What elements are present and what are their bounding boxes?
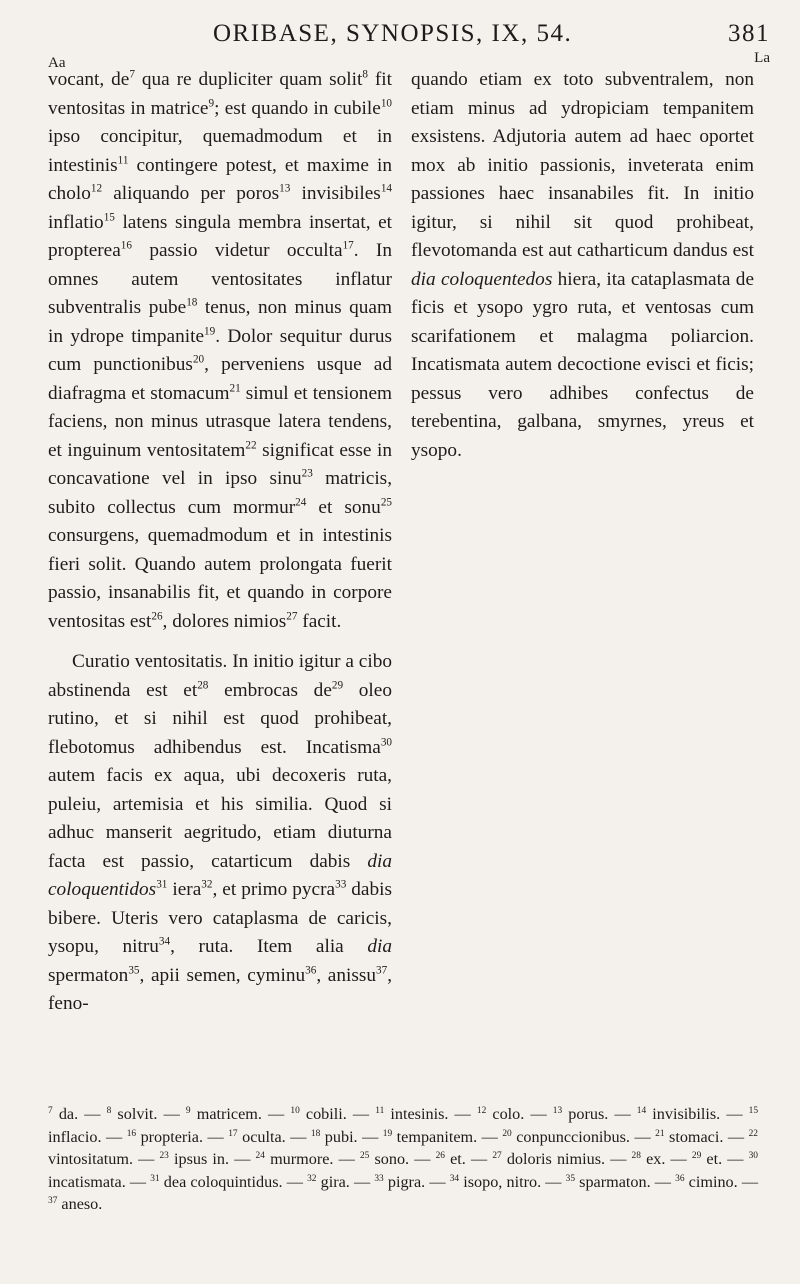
text-run: ex. — [640, 1150, 692, 1168]
text-run: colo. — [486, 1105, 553, 1123]
footnote-reference: 14 [636, 1105, 647, 1116]
text-run: . Dolor sequitur durus cum punctionibus [48, 325, 392, 375]
text-run: embrocas de [208, 679, 332, 701]
text-run: incatismata. — [48, 1172, 151, 1191]
footnote-reference: 23 [301, 467, 313, 480]
footnote-reference: 26 [435, 1150, 445, 1161]
text-run: , anissu [316, 964, 376, 986]
margin-marker-left: Aa [48, 55, 66, 71]
text-run: spermaton [48, 964, 129, 986]
text-run: passio videtur occulta [131, 240, 343, 261]
footnote-reference: 21 [655, 1128, 665, 1139]
footnote-reference: 15 [748, 1105, 759, 1116]
footnote-reference: 25 [380, 496, 392, 509]
footnote-reference: 16 [126, 1128, 137, 1139]
text-run: conpunccionibus. — [511, 1127, 656, 1146]
footnote-reference: 29 [691, 1150, 702, 1161]
text-run: , dolores nimios [162, 610, 287, 632]
margin-marker-right: La [754, 50, 770, 66]
text-run: sono. — [369, 1150, 436, 1168]
footnote-reference: 28 [631, 1150, 641, 1161]
text-run: matricem. — [190, 1105, 291, 1123]
footnote-reference: 17 [228, 1128, 238, 1139]
running-title: ORIBASE, SYNOPSIS, IX, 54. [213, 20, 573, 47]
footnote-reference: 11 [117, 154, 129, 167]
text-run: invisibiles [290, 183, 381, 204]
text-run: ipso concipitur, quemadmodum et in intestinis [48, 126, 392, 176]
text-run: qua re dupliciter quam solit [134, 69, 363, 90]
text-run: oleo rutino, et si nihil est quod prohibeat, flebotomus adhibendus est. Incatisma [48, 679, 392, 758]
text-run: aneso. [57, 1195, 103, 1213]
footnote-reference: 26 [151, 610, 163, 623]
footnote-reference: 24 [255, 1150, 265, 1161]
text-run: significat esse in concavatione vel in ipso sinu [48, 439, 392, 489]
text-run: autem facis ex aqua, ubi decoxeris ruta, puleiu, artemisia et his similia. Quod si adhuc manserit aegritudo, etiam diuturna facta est passio, catarticum dabis [48, 765, 392, 872]
footnote-reference: 29 [331, 679, 344, 692]
text-run: cimino. — [684, 1172, 759, 1191]
text-run: gira. — [316, 1172, 375, 1191]
text-run: vocant, de [48, 69, 130, 90]
text-run: , perveniens usque ad diafragma et stomacum [48, 354, 392, 404]
page-number: 381 [728, 20, 770, 47]
text-run: . In omnes autem ventositates inflatur subventralis pube [48, 240, 392, 318]
footnote-reference: 32 [307, 1173, 317, 1184]
text-run: latens singula membra insertat, et propterea [48, 211, 392, 261]
footnote-reference: 25 [359, 1150, 370, 1161]
footnote-reference: 11 [375, 1105, 385, 1116]
footnote-reference: 7 [129, 68, 135, 81]
text-run: dabis bibere. Uteris vero cataplasma de caricis, ysopu, nitru [48, 879, 392, 957]
left-text-column [48, 66, 392, 1019]
footnote-reference: 35 [128, 964, 140, 977]
footnote-reference: 9 [185, 1105, 191, 1116]
footnote-reference: 20 [502, 1128, 512, 1139]
footnote-reference: 13 [552, 1105, 563, 1116]
text-run: fit ventositas in matrice [48, 69, 392, 119]
footnote-reference: 37 [376, 964, 388, 977]
text-run: inflatio [48, 211, 104, 233]
text-run: ; est quando in cubile [214, 97, 381, 119]
footnote-reference: 32 [201, 878, 213, 891]
text-run: vintositatum. — [48, 1150, 160, 1168]
text-run: intesinis. — [384, 1105, 477, 1123]
right-text-column [411, 66, 754, 465]
text-run: quando etiam ex toto subventralem, non etiam minus ad ydropiciam tempanitem exsistens. Adjutoria autem ad haec oportet mox ab initio passionis, inveterata enim passiones haec insanabiles fit. In initio igitur, si nihil sit quod prohibeat, flevotomanda est aut catharticum dandus est [411, 69, 754, 261]
footnotes [48, 1103, 758, 1216]
footnote-reference: 12 [476, 1105, 487, 1116]
text-run: solvit. — [111, 1105, 186, 1123]
footnote-reference: 13 [279, 182, 291, 195]
footnote-reference: 21 [229, 382, 241, 395]
text-run: matricis, subito collectus cum mormur [48, 468, 393, 518]
footnote-reference: 12 [90, 182, 103, 195]
footnote-reference: 27 [492, 1150, 502, 1161]
footnote-reference: 7 [48, 1105, 53, 1116]
text-run: tempanitem. — [392, 1127, 503, 1146]
text-run: , ruta. Item alia [170, 936, 368, 957]
text-run: , feno- [48, 964, 393, 1014]
text-run: murmore. — [264, 1150, 360, 1168]
footnote-reference: 28 [197, 679, 209, 692]
text-run: cobili. — [299, 1105, 376, 1123]
paragraph [48, 648, 392, 1019]
text-run: et. — [444, 1150, 493, 1168]
footnote-reference: 33 [335, 878, 347, 891]
text-run: isopo, nitro. — [459, 1172, 566, 1191]
text-run: facit. [297, 610, 342, 632]
text-run: tenus, non minus quam in ydrope timpanite [48, 297, 392, 347]
text-run: oculta. — [237, 1127, 311, 1146]
text-run: Curatio ventositatis. In initio igitur a cibo abstinenda est et [48, 651, 392, 701]
text-run: inflacio. — [48, 1127, 127, 1146]
footnote-reference: 34 [158, 935, 171, 948]
footnote-reference: 31 [156, 878, 168, 891]
italic-term: dia coloquentidos [48, 850, 392, 900]
text-run: iera [167, 879, 202, 900]
footnote-reference: 34 [449, 1173, 460, 1184]
text-run: invisibilis. — [646, 1105, 749, 1123]
footnote-reference: 30 [380, 736, 392, 749]
footnote-reference: 22 [748, 1128, 758, 1139]
text-run: hiera, ita cataplasmata de ficis et ysopo ygro ruta, et ventosas cum scarifationem et malagma poliarcion. Incatismata autem decoctione evisci et ficis; pessus vero adhibes confectus de terebentina, galbana, smyrnes, yreus et ysopo. [411, 268, 754, 461]
footnote-reference: 31 [150, 1173, 160, 1184]
footnote-reference: 20 [192, 353, 205, 366]
text-run: propteria. — [136, 1127, 229, 1146]
text-run: pubi. — [320, 1127, 383, 1146]
text-run: contingere potest, et maxime in cholo [48, 154, 392, 204]
footnote-reference: 23 [159, 1150, 169, 1161]
text-run: aliquando per poros [102, 183, 280, 204]
text-run: da. — [52, 1105, 107, 1123]
text-run: , apii semen, cyminu [139, 964, 306, 986]
text-run: simul et tensionem faciens, non minus utrasque latera tendens, et inguinum ventositatem [48, 382, 393, 461]
italic-term: dia [367, 936, 392, 957]
footnote-reference: 24 [295, 496, 307, 509]
footnote-reference: 9 [208, 97, 215, 110]
footnote-reference: 19 [382, 1128, 393, 1139]
paragraph [411, 66, 754, 465]
footnote-reference: 36 [305, 964, 317, 977]
footnote-reference: 27 [286, 610, 298, 623]
text-run: stomaci. — [664, 1127, 749, 1146]
text-run: pigra. — [383, 1172, 450, 1191]
footnote-reference: 37 [48, 1195, 58, 1206]
footnote-reference: 19 [204, 325, 216, 338]
footnote-reference: 15 [103, 211, 115, 224]
footnote-reference: 18 [186, 296, 198, 309]
text-run: consurgens, quemadmodum et in intestinis fieri solit. Quando autem prolongata fuerit passio, insanabilis fit, et quando in corpore ventositas est [48, 525, 392, 632]
footnote-reference: 22 [245, 439, 257, 452]
footnote-reference: 10 [380, 97, 392, 110]
footnote-reference: 17 [342, 239, 354, 252]
text-run: doloris nimius. — [501, 1150, 632, 1168]
footnote-reference: 18 [310, 1128, 321, 1139]
footnote-reference: 10 [290, 1105, 300, 1116]
footnote-reference: 14 [380, 182, 392, 195]
text-run: sparmaton. — [575, 1172, 676, 1191]
footnote-reference: 36 [675, 1173, 685, 1184]
footnote-reference: 16 [120, 239, 132, 252]
footnote-reference: 35 [565, 1173, 575, 1184]
text-run: porus. — [562, 1105, 637, 1123]
text-run: ipsus in. — [168, 1150, 256, 1168]
text-run: dea coloquintidus. — [159, 1172, 308, 1191]
italic-term: dia coloquentedos [411, 268, 553, 290]
text-run: et sonu [306, 496, 381, 518]
footnote-reference: 8 [106, 1105, 112, 1116]
text-run: et. — [701, 1150, 749, 1168]
footnote-reference: 33 [374, 1173, 384, 1184]
text-run: , et primo pycra [212, 879, 336, 900]
footnote-reference: 8 [362, 68, 368, 81]
paragraph [48, 66, 392, 636]
footnote-reference: 30 [748, 1150, 758, 1161]
